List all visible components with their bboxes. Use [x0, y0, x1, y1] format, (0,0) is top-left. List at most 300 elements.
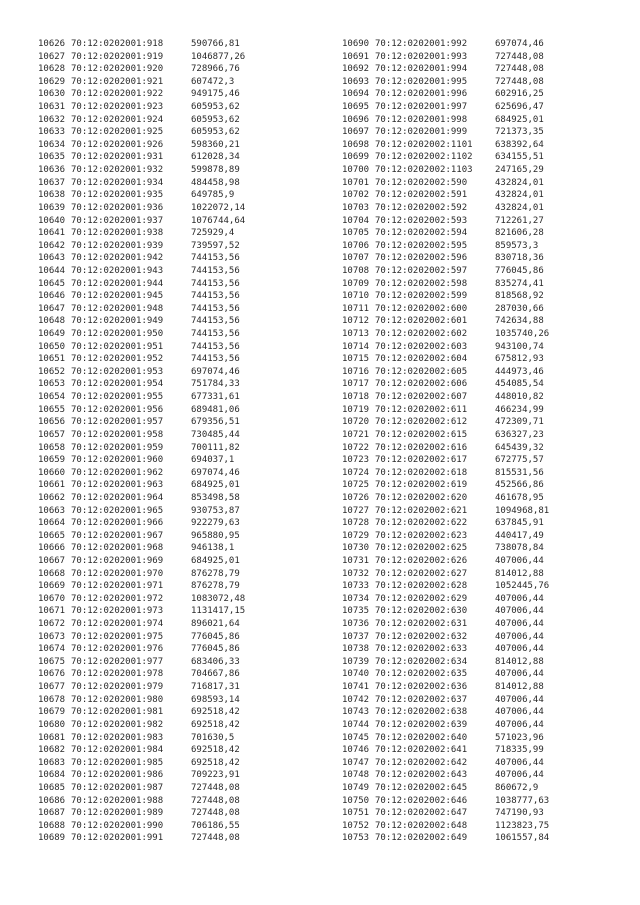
cadastral-number: 70:12:0202001:997: [375, 102, 468, 113]
cadastral-number: 70:12:0202001:952: [71, 354, 164, 365]
row-number: 10638: [38, 190, 66, 201]
table-row: [342, 568, 549, 581]
value-cell: 1022072,14: [191, 202, 246, 213]
table-row: [342, 164, 549, 177]
table-row: [342, 416, 549, 429]
row-number: 10753: [342, 833, 370, 844]
value-cell: 716817,31: [191, 682, 240, 693]
cadastral-number: 70:12:0202002:642: [375, 757, 468, 768]
cadastral-number: 70:12:0202001:972: [71, 593, 164, 604]
row-number: 10729: [342, 530, 370, 541]
value-cell: 718335,99: [495, 745, 544, 756]
value-cell: 1046877,26: [191, 51, 246, 62]
table-row: [38, 442, 245, 455]
row-number: 10720: [342, 417, 370, 428]
row-number: 10704: [342, 215, 370, 226]
row-number: 10700: [342, 165, 370, 176]
value-cell: 692518,42: [191, 719, 240, 730]
row-number: 10735: [342, 606, 370, 617]
cadastral-number: 70:12:0202002:605: [375, 366, 468, 377]
table-row: [38, 832, 245, 845]
row-number: 10646: [38, 291, 66, 302]
value-cell: 744153,56: [191, 265, 240, 276]
table-row: [342, 542, 549, 555]
value-cell: 432824,01: [495, 177, 544, 188]
table-row: [342, 719, 549, 732]
row-number: 10746: [342, 745, 370, 756]
value-cell: 727448,08: [495, 76, 544, 87]
value-cell: 683406,33: [191, 656, 240, 667]
value-cell: 1052445,76: [495, 581, 550, 592]
cadastral-number: 70:12:0202002:612: [375, 417, 468, 428]
value-cell: 612028,34: [191, 152, 240, 163]
cadastral-number: 70:12:0202002:601: [375, 316, 468, 327]
row-number: 10689: [38, 833, 66, 844]
value-cell: 1035740,26: [495, 329, 550, 340]
table-row: [38, 618, 245, 631]
cadastral-number: 70:12:0202002:616: [375, 442, 468, 453]
value-cell: 440417,49: [495, 530, 544, 541]
value-cell: 407006,44: [495, 593, 544, 604]
row-number: 10721: [342, 429, 370, 440]
cadastral-number: 70:12:0202001:939: [71, 240, 164, 251]
value-cell: 744153,56: [191, 354, 240, 365]
value-cell: 739597,52: [191, 240, 240, 251]
table-row: [38, 706, 245, 719]
value-cell: 407006,44: [495, 757, 544, 768]
cadastral-number: 70:12:0202002:604: [375, 354, 468, 365]
row-number: 10643: [38, 253, 66, 264]
row-number: 10664: [38, 518, 66, 529]
value-cell: 727448,08: [495, 51, 544, 62]
cadastral-number: 70:12:0202002:649: [375, 833, 468, 844]
row-number: 10708: [342, 265, 370, 276]
row-number: 10745: [342, 732, 370, 743]
row-number: 10656: [38, 417, 66, 428]
value-cell: 776045,86: [191, 631, 240, 642]
cadastral-number: 70:12:0202001:932: [71, 165, 164, 176]
cadastral-number: 70:12:0202001:950: [71, 329, 164, 340]
cadastral-number: 70:12:0202002:1101: [375, 139, 473, 150]
value-cell: 407006,44: [495, 669, 544, 680]
row-number: 10666: [38, 543, 66, 554]
cadastral-number: 70:12:0202002:618: [375, 467, 468, 478]
row-number: 10629: [38, 76, 66, 87]
cadastral-number: 70:12:0202002:603: [375, 341, 468, 352]
table-row: [342, 391, 549, 404]
value-cell: 448010,82: [495, 392, 544, 403]
row-number: 10667: [38, 555, 66, 566]
table-row: [342, 303, 549, 316]
cadastral-number: 70:12:0202002:640: [375, 732, 468, 743]
value-cell: 744153,56: [191, 291, 240, 302]
row-number: 10639: [38, 202, 66, 213]
row-number: 10698: [342, 139, 370, 150]
table-row: [342, 151, 549, 164]
table-row: [342, 278, 549, 291]
table-row: [342, 38, 549, 51]
table-row: [38, 555, 245, 568]
cadastral-number: 70:12:0202002:641: [375, 745, 468, 756]
table-row: [38, 290, 245, 303]
table-row: [38, 202, 245, 215]
cadastral-number: 70:12:0202001:982: [71, 719, 164, 730]
row-number: 10694: [342, 89, 370, 100]
row-number: 10649: [38, 329, 66, 340]
table-row: [342, 252, 549, 265]
row-number: 10627: [38, 51, 66, 62]
row-number: 10713: [342, 329, 370, 340]
table-row: [342, 139, 549, 152]
table-row: [38, 542, 245, 555]
value-cell: 830718,36: [495, 253, 544, 264]
cadastral-number: 70:12:0202001:979: [71, 682, 164, 693]
table-row: [38, 114, 245, 127]
row-number: 10647: [38, 303, 66, 314]
row-number: 10742: [342, 694, 370, 705]
value-cell: 700111,82: [191, 442, 240, 453]
cadastral-number: 70:12:0202002:635: [375, 669, 468, 680]
table-row: [38, 151, 245, 164]
value-cell: 1038777,63: [495, 795, 550, 806]
table-row: [38, 189, 245, 202]
value-cell: 876278,79: [191, 581, 240, 592]
table-row: [342, 189, 549, 202]
table-row: [38, 378, 245, 391]
row-number: 10748: [342, 770, 370, 781]
value-cell: 590766,81: [191, 39, 240, 49]
value-cell: 1083072,48: [191, 593, 246, 604]
cadastral-number: 70:12:0202001:987: [71, 782, 164, 793]
table-row: [342, 631, 549, 644]
cadastral-number: 70:12:0202001:955: [71, 392, 164, 403]
cadastral-number: 70:12:0202002:621: [375, 505, 468, 516]
cadastral-number: 70:12:0202002:607: [375, 392, 468, 403]
table-row: [38, 88, 245, 101]
table-row: [342, 88, 549, 101]
value-cell: 727448,08: [191, 795, 240, 806]
cadastral-number: 70:12:0202001:994: [375, 64, 468, 75]
cadastral-number: 70:12:0202002:638: [375, 707, 468, 718]
row-number: 10633: [38, 127, 66, 138]
cadastral-number: 70:12:0202002:634: [375, 656, 468, 667]
value-cell: 599878,89: [191, 165, 240, 176]
value-cell: 727448,08: [191, 808, 240, 819]
table-row: [38, 303, 245, 316]
cadastral-number: 70:12:0202001:965: [71, 505, 164, 516]
row-number: 10653: [38, 379, 66, 390]
value-cell: 859573,3: [495, 240, 539, 251]
table-row: [342, 227, 549, 240]
row-number: 10691: [342, 51, 370, 62]
row-number: 10701: [342, 177, 370, 188]
value-cell: 835274,41: [495, 278, 544, 289]
row-number: 10706: [342, 240, 370, 251]
cadastral-number: 70:12:0202002:615: [375, 429, 468, 440]
cadastral-number: 70:12:0202001:977: [71, 656, 164, 667]
value-cell: 484458,98: [191, 177, 240, 188]
cadastral-number: 70:12:0202001:973: [71, 606, 164, 617]
value-cell: 744153,56: [191, 253, 240, 264]
value-cell: 922279,63: [191, 518, 240, 529]
table-row: [38, 769, 245, 782]
table-row: [38, 353, 245, 366]
table-row: [342, 76, 549, 89]
table-row: [342, 315, 549, 328]
cadastral-number: 70:12:0202001:998: [375, 114, 468, 125]
cadastral-number: 70:12:0202001:954: [71, 379, 164, 390]
value-cell: 704667,86: [191, 669, 240, 680]
value-cell: 407006,44: [495, 694, 544, 705]
value-cell: 432824,01: [495, 190, 544, 201]
cadastral-number: 70:12:0202002:631: [375, 619, 468, 630]
row-number: 10725: [342, 480, 370, 491]
row-number: 10626: [38, 39, 66, 49]
row-number: 10739: [342, 656, 370, 667]
table-row: [38, 240, 245, 253]
value-cell: 730485,44: [191, 429, 240, 440]
value-cell: 706186,55: [191, 820, 240, 831]
row-number: 10637: [38, 177, 66, 188]
cadastral-number: 70:12:0202001:974: [71, 619, 164, 630]
cadastral-number: 70:12:0202002:646: [375, 795, 468, 806]
cadastral-number: 70:12:0202001:934: [71, 177, 164, 188]
cadastral-number: 70:12:0202001:962: [71, 467, 164, 478]
cadastral-number: 70:12:0202002:596: [375, 253, 468, 264]
value-cell: 814012,88: [495, 656, 544, 667]
value-cell: 1131417,15: [191, 606, 246, 617]
value-cell: 637845,91: [495, 518, 544, 529]
row-number: 10702: [342, 190, 370, 201]
table-row: [38, 391, 245, 404]
cadastral-number: 70:12:0202001:963: [71, 480, 164, 491]
row-number: 10641: [38, 228, 66, 239]
table-row: [38, 479, 245, 492]
value-cell: 692518,42: [191, 707, 240, 718]
row-number: 10651: [38, 354, 66, 365]
table-row: [342, 328, 549, 341]
row-number: 10738: [342, 644, 370, 655]
value-cell: 454085,54: [495, 379, 544, 390]
row-number: 10686: [38, 795, 66, 806]
cadastral-number: 70:12:0202001:967: [71, 530, 164, 541]
value-cell: 407006,44: [495, 719, 544, 730]
value-cell: 692518,42: [191, 745, 240, 756]
cadastral-number: 70:12:0202002:594: [375, 228, 468, 239]
table-row: [342, 479, 549, 492]
row-number: 10673: [38, 631, 66, 642]
cadastral-number: 70:12:0202001:920: [71, 64, 164, 75]
cadastral-number: 70:12:0202001:953: [71, 366, 164, 377]
row-number: 10636: [38, 165, 66, 176]
table-row: [38, 429, 245, 442]
cadastral-number: 70:12:0202002:645: [375, 782, 468, 793]
row-number: 10696: [342, 114, 370, 125]
table-row: [342, 694, 549, 707]
cadastral-number: 70:12:0202001:993: [375, 51, 468, 62]
table-row: [342, 454, 549, 467]
value-cell: 709223,91: [191, 770, 240, 781]
table-row: [38, 252, 245, 265]
value-cell: 684925,01: [191, 555, 240, 566]
value-cell: 452566,86: [495, 480, 544, 491]
value-cell: 649785,9: [191, 190, 235, 201]
table-row: [38, 694, 245, 707]
row-number: 10632: [38, 114, 66, 125]
table-row: [342, 126, 549, 139]
table-row: [38, 139, 245, 152]
value-cell: 694037,1: [191, 455, 235, 466]
value-cell: 247165,29: [495, 165, 544, 176]
table-row: [38, 341, 245, 354]
value-cell: 744153,56: [191, 303, 240, 314]
cadastral-number: 70:12:0202002:602: [375, 329, 468, 340]
cadastral-number: 70:12:0202001:918: [71, 39, 164, 49]
table-row: [342, 341, 549, 354]
table-row: [342, 215, 549, 228]
table-row: [342, 353, 549, 366]
value-cell: 943100,74: [495, 341, 544, 352]
table-row: [38, 315, 245, 328]
row-number: 10665: [38, 530, 66, 541]
table-row: [342, 517, 549, 530]
row-number: 10675: [38, 656, 66, 667]
cadastral-number: 70:12:0202002:622: [375, 518, 468, 529]
cadastral-number: 70:12:0202001:924: [71, 114, 164, 125]
value-cell: 407006,44: [495, 631, 544, 642]
left-column: [38, 38, 245, 845]
cadastral-number: 70:12:0202002:623: [375, 530, 468, 541]
row-number: 10655: [38, 404, 66, 415]
row-number: 10717: [342, 379, 370, 390]
value-cell: 466234,99: [495, 404, 544, 415]
table-row: [342, 593, 549, 606]
cadastral-number: 70:12:0202001:995: [375, 76, 468, 87]
value-cell: 679356,51: [191, 417, 240, 428]
table-row: [38, 38, 245, 51]
cadastral-number: 70:12:0202002:592: [375, 202, 468, 213]
row-number: 10740: [342, 669, 370, 680]
row-number: 10635: [38, 152, 66, 163]
row-number: 10699: [342, 152, 370, 163]
table-row: [38, 631, 245, 644]
row-number: 10723: [342, 455, 370, 466]
table-row: [342, 820, 549, 833]
table-row: [38, 656, 245, 669]
cadastral-number: 70:12:0202001:980: [71, 694, 164, 705]
table-row: [342, 757, 549, 770]
cadastral-number: 70:12:0202001:986: [71, 770, 164, 781]
cadastral-number: 70:12:0202002:1103: [375, 165, 473, 176]
cadastral-number: 70:12:0202001:935: [71, 190, 164, 201]
cadastral-number: 70:12:0202001:937: [71, 215, 164, 226]
value-cell: 815531,56: [495, 467, 544, 478]
cadastral-number: 70:12:0202001:942: [71, 253, 164, 264]
value-cell: 697074,46: [191, 366, 240, 377]
row-number: 10669: [38, 581, 66, 592]
table-row: [342, 530, 549, 543]
table-row: [38, 227, 245, 240]
table-row: [38, 366, 245, 379]
table-row: [38, 568, 245, 581]
value-cell: 432824,01: [495, 202, 544, 213]
row-number: 10674: [38, 644, 66, 655]
cadastral-number: 70:12:0202002:1102: [375, 152, 473, 163]
table-row: [38, 505, 245, 518]
value-cell: 747190,93: [495, 808, 544, 819]
row-number: 10722: [342, 442, 370, 453]
cadastral-number: 70:12:0202002:619: [375, 480, 468, 491]
value-cell: 701630,5: [191, 732, 235, 743]
table-row: [342, 795, 549, 808]
cadastral-number: 70:12:0202001:936: [71, 202, 164, 213]
table-row: [342, 177, 549, 190]
cadastral-number: 70:12:0202001:985: [71, 757, 164, 768]
cadastral-number: 70:12:0202001:996: [375, 89, 468, 100]
row-number: 10731: [342, 555, 370, 566]
value-cell: 684925,01: [495, 114, 544, 125]
cadastral-number: 70:12:0202001:957: [71, 417, 164, 428]
value-cell: 727448,08: [191, 782, 240, 793]
cadastral-number: 70:12:0202001:984: [71, 745, 164, 756]
value-cell: 675812,93: [495, 354, 544, 365]
cadastral-number: 70:12:0202002:628: [375, 581, 468, 592]
cadastral-number: 70:12:0202001:949: [71, 316, 164, 327]
table-row: [342, 706, 549, 719]
value-cell: 407006,44: [495, 619, 544, 630]
cadastral-number: 70:12:0202001:960: [71, 455, 164, 466]
row-number: 10727: [342, 505, 370, 516]
cadastral-number: 70:12:0202001:978: [71, 669, 164, 680]
table-row: [38, 517, 245, 530]
value-cell: 636327,23: [495, 429, 544, 440]
cadastral-number: 70:12:0202001:958: [71, 429, 164, 440]
value-cell: 744153,56: [191, 329, 240, 340]
row-number: 10744: [342, 719, 370, 730]
row-number: 10681: [38, 732, 66, 743]
value-cell: 930753,87: [191, 505, 240, 516]
value-cell: 744153,56: [191, 316, 240, 327]
row-number: 10644: [38, 265, 66, 276]
value-cell: 818568,92: [495, 291, 544, 302]
row-number: 10661: [38, 480, 66, 491]
row-number: 10687: [38, 808, 66, 819]
table-row: [38, 681, 245, 694]
row-number: 10688: [38, 820, 66, 831]
cadastral-number: 70:12:0202002:617: [375, 455, 468, 466]
row-number: 10715: [342, 354, 370, 365]
table-row: [38, 404, 245, 417]
value-cell: 1123823,75: [495, 820, 550, 831]
cadastral-number: 70:12:0202001:948: [71, 303, 164, 314]
table-row: [342, 668, 549, 681]
value-cell: 407006,44: [495, 707, 544, 718]
cadastral-number: 70:12:0202002:593: [375, 215, 468, 226]
cadastral-number: 70:12:0202001:981: [71, 707, 164, 718]
cadastral-number: 70:12:0202002:611: [375, 404, 468, 415]
value-cell: 946138,1: [191, 543, 235, 554]
row-number: 10682: [38, 745, 66, 756]
cadastral-number: 70:12:0202002:598: [375, 278, 468, 289]
cadastral-number: 70:12:0202002:595: [375, 240, 468, 251]
table-row: [342, 467, 549, 480]
value-cell: 821606,28: [495, 228, 544, 239]
row-number: 10628: [38, 64, 66, 75]
table-row: [38, 416, 245, 429]
cadastral-number: 70:12:0202002:590: [375, 177, 468, 188]
row-number: 10714: [342, 341, 370, 352]
row-number: 10663: [38, 505, 66, 516]
